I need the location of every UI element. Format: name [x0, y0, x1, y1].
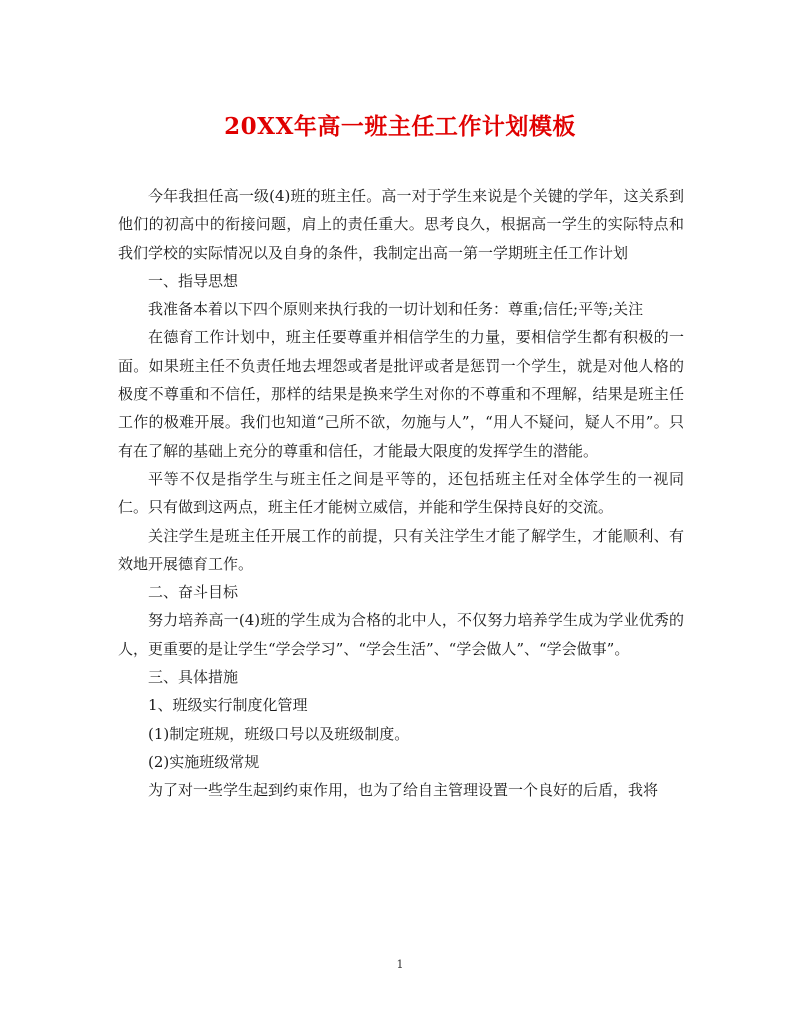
heading-goals: 二、奋斗目标: [148, 583, 239, 602]
paragraph-respect-trust: 在德育工作计划中，班主任要尊重并相信学生的力量，要相信学生都有积极的一面。如果班主任不负责任地去埋怨或者是批评或者是惩罚一个学生，就是对他人格的极度不尊重和不信任，那样的结果是换来学生对你的不尊重和不理解，结果是班主任工作的极难开展。我们也知道“己所不欲，勿施与人”，“用人不疑问，疑人不用”。只有在了解的基础上充分的尊重和信任，才能最大限度的发挥学生的潜能。: [118, 328, 684, 460]
paragraph-attention: 关注学生是班主任开展工作的前提，只有关注学生才能了解学生，才能顺利、有效地开展德育工作。: [118, 526, 684, 573]
heading-measures: 三、具体措施: [148, 668, 239, 687]
document-title: 20XX年高一班主任工作计划模板: [224, 113, 576, 140]
document-body: [118, 182, 684, 805]
page-number: 1: [396, 958, 404, 971]
paragraph-goals: 努力培养高一(4)班的学生成为合格的北中人，不仅努力培养学生成为学业优秀的人，更重要的是让学生“学会学习”、“学会生活”、“学会做人”、“学会做事”。: [118, 611, 684, 658]
paragraph-constraint: 为了对一些学生起到约束作用，也为了给自主管理设置一个良好的后盾，我将: [148, 781, 659, 800]
paragraph-principles: 我准备本着以下四个原则来执行我的一切计划和任务：尊重;信任;平等;关注: [148, 300, 644, 319]
list-item-class-routine: (2)实施班级常规: [148, 752, 260, 771]
heading-guiding-principle: 一、指导思想: [148, 271, 239, 290]
paragraph-intro: 今年我担任高一级(4)班的班主任。高一对于学生来说是个关键的学年，这关系到他们的初高中的衔接问题，肩上的责任重大。思考良久，根据高一学生的实际特点和我们学校的实际情况以及自身的条件，我制定出高一第一学期班主任工作计划: [118, 187, 684, 262]
subheading-institutional-management: 1、班级实行制度化管理: [148, 696, 308, 715]
list-item-class-rules: (1)制定班规，班级口号以及班级制度。: [148, 724, 410, 743]
paragraph-equality: 平等不仅是指学生与班主任之间是平等的，还包括班主任对全体学生的一视同仁。只有做到这两点，班主任才能树立威信，并能和学生保持良好的交流。: [118, 469, 684, 517]
